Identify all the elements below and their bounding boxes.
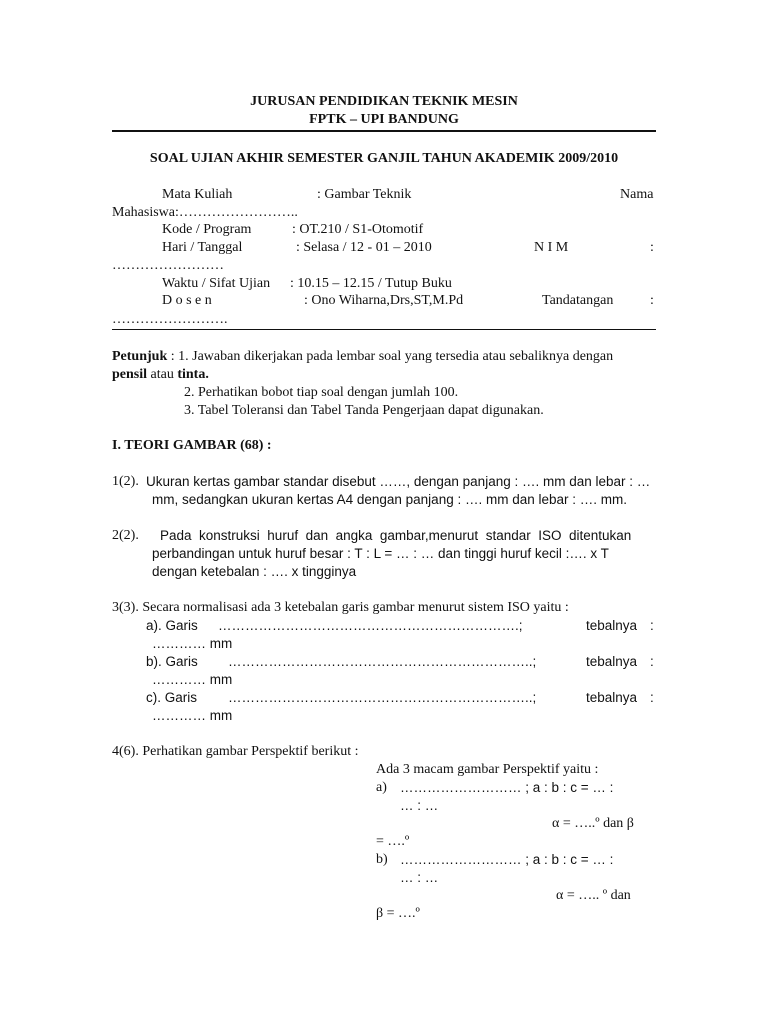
q4-intro: 4(6). Perhatikan gambar Perspektif berikut :: [112, 744, 359, 759]
kode-label: Kode / Program: [162, 222, 252, 237]
nim-colon: :: [650, 240, 654, 255]
header-department: JURUSAN PENDIDIKAN TEKNIK MESIN: [250, 94, 518, 109]
header-faculty: FPTK – UPI BANDUNG: [309, 112, 459, 127]
tandatangan-label: Tandatangan: [542, 293, 614, 308]
petunjuk-pensil: pensil: [112, 367, 148, 382]
mahasiswa-dots: :……………………..: [175, 205, 298, 220]
q2-line1-text: Pada konstruksi huruf dan angka gambar,menurut standar ISO ditentukan: [160, 528, 632, 543]
q2-line2: perbandingan untuk huruf besar : T : L = … : … dan tinggi huruf kecil :…. x T: [152, 546, 609, 561]
q3-c-colon: :: [650, 690, 654, 705]
q2-number: 2(2).: [112, 528, 139, 543]
q3-a-tebal: tebalnya: [586, 618, 638, 633]
nama-label: Nama: [620, 187, 654, 202]
q3-a-colon: :: [650, 618, 654, 633]
q1-number: 1(2).: [112, 474, 139, 489]
hari-value: : Selasa / 12 - 01 – 2010: [296, 240, 432, 255]
q2-line1: [160, 527, 655, 545]
nim-label: N I M: [534, 240, 569, 255]
header-divider: [112, 130, 656, 132]
petunjuk-item3: 3. Tabel Toleransi dan Tabel Tanda Pengerjaan dapat digunakan.: [184, 403, 544, 418]
petunjuk-label: Petunjuk: [112, 349, 168, 364]
q3-intro: 3(3). Secara normalisasi ada 3 ketebalan garis gambar menurut sistem ISO yaitu :: [112, 600, 569, 615]
waktu-value: : 10.15 – 12.15 / Tutup Buku: [290, 276, 452, 291]
petunjuk-tinta: tinta.: [177, 367, 209, 382]
q2-line3: dengan ketebalan : …. x tingginya: [152, 564, 357, 579]
q1-line1: Ukuran kertas gambar standar disebut ……, dengan panjang : …. mm dan lebar : …: [146, 474, 651, 489]
petunjuk-item1: : 1. Jawaban dikerjakan pada lembar soal yang tersedia atau sebaliknya dengan: [167, 349, 614, 364]
q3-a-dots: ………………………………………………………….;: [218, 618, 523, 633]
mahasiswa-label: Mahasiswa: [112, 205, 175, 220]
q4-b-beta: β = ….º: [376, 906, 420, 921]
petunjuk-line1: [112, 348, 613, 366]
q3-c-dots: …………………………………………………………..;: [228, 690, 537, 705]
mahasiswa-field: [112, 204, 298, 222]
q4-b-angle: α = ….. º dan: [556, 888, 631, 903]
q3-b-mm: ………… mm: [152, 672, 233, 687]
dosen-label: D o s e n: [162, 293, 212, 308]
q4-sub-intro: Ada 3 macam gambar Perspektif yaitu :: [376, 762, 599, 777]
petunjuk-item2: 2. Perhatikan bobot tiap soal dengan jumlah 100.: [184, 385, 459, 400]
q3-a-mm: ………… mm: [152, 636, 233, 651]
dosen-value: : Ono Wiharna,Drs,ST,M.Pd: [304, 293, 464, 308]
q3-c-label: c). Garis: [146, 690, 198, 705]
q3-b-colon: :: [650, 654, 654, 669]
q4-a-angle: α = …..º dan β: [552, 816, 634, 831]
section-title: I. TEORI GAMBAR (68) :: [112, 438, 272, 453]
info-divider: [112, 329, 656, 330]
exam-title: SOAL UJIAN AKHIR SEMESTER GANJIL TAHUN AKADEMIK 2009/2010: [149, 151, 619, 166]
mata-kuliah-value: : Gambar Teknik: [317, 187, 412, 202]
q3-c-mm: ………… mm: [152, 708, 233, 723]
q4-a-label: a): [376, 780, 387, 795]
petunjuk-atau: atau: [147, 367, 178, 382]
hari-label: Hari / Tanggal: [162, 240, 243, 255]
q4-a-beta: = ….º: [376, 834, 410, 849]
q3-c-tebal: tebalnya: [586, 690, 638, 705]
petunjuk-line1-cont: [112, 366, 209, 384]
q4-b-line2: … : …: [400, 870, 439, 885]
q4-b-label: b): [376, 852, 388, 867]
q4-b-line1: ……………………… ; a : b : c = … :: [400, 852, 614, 867]
mata-kuliah-label: Mata Kuliah: [162, 187, 233, 202]
q3-b-tebal: tebalnya: [586, 654, 638, 669]
q3-b-label: b). Garis: [146, 654, 198, 669]
nim-dots: ……………………: [112, 258, 224, 273]
kode-value: : OT.210 / S1-Otomotif: [292, 222, 424, 237]
waktu-label: Waktu / Sifat Ujian: [162, 276, 271, 291]
q3-b-dots: …………………………………………………………..;: [228, 654, 537, 669]
tandatangan-colon: :: [650, 293, 654, 308]
q1-line2: mm, sedangkan ukuran kertas A4 dengan panjang : …. mm dan lebar : …. mm.: [152, 492, 627, 507]
q4-a-line2: … : …: [400, 798, 439, 813]
q4-a-line1: ……………………… ; a : b : c = … :: [400, 780, 614, 795]
q3-a-label: a). Garis: [146, 618, 198, 633]
tandatangan-dots: …………………….: [112, 312, 228, 327]
